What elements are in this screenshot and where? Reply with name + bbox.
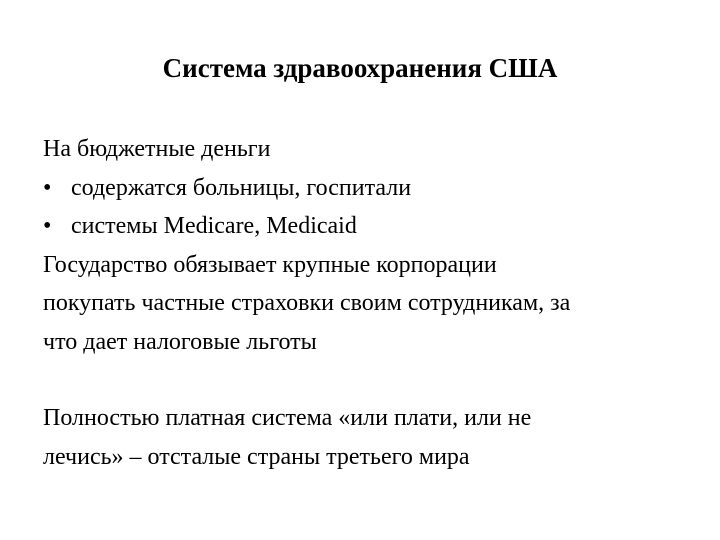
slide-title: Система здравоохранения США xyxy=(162,53,558,83)
paragraph-line: Государство обязывает крупные корпорации xyxy=(43,251,497,278)
paragraph-line: покупать частные страховки своим сотрудникам, за xyxy=(43,290,571,316)
bullet-item xyxy=(43,207,683,246)
intro-line: На бюджетные деньги xyxy=(43,136,271,162)
bullet-symbol: • xyxy=(43,213,52,239)
bullet-item xyxy=(43,169,683,208)
bullet-text: системы Medicare, Medicaid xyxy=(71,213,357,239)
paragraph-line: лечись» – отсталые страны третьего мира xyxy=(43,443,470,470)
bullet-symbol: • xyxy=(43,174,52,201)
paragraph-line: Полностью платная система «или плати, или не xyxy=(43,405,532,431)
slide-body xyxy=(43,130,683,476)
bullet-text: содержатся больницы, госпитали xyxy=(71,174,412,201)
paragraph-gap xyxy=(43,361,683,399)
paragraph-line: что дает налоговые льготы xyxy=(43,328,317,355)
